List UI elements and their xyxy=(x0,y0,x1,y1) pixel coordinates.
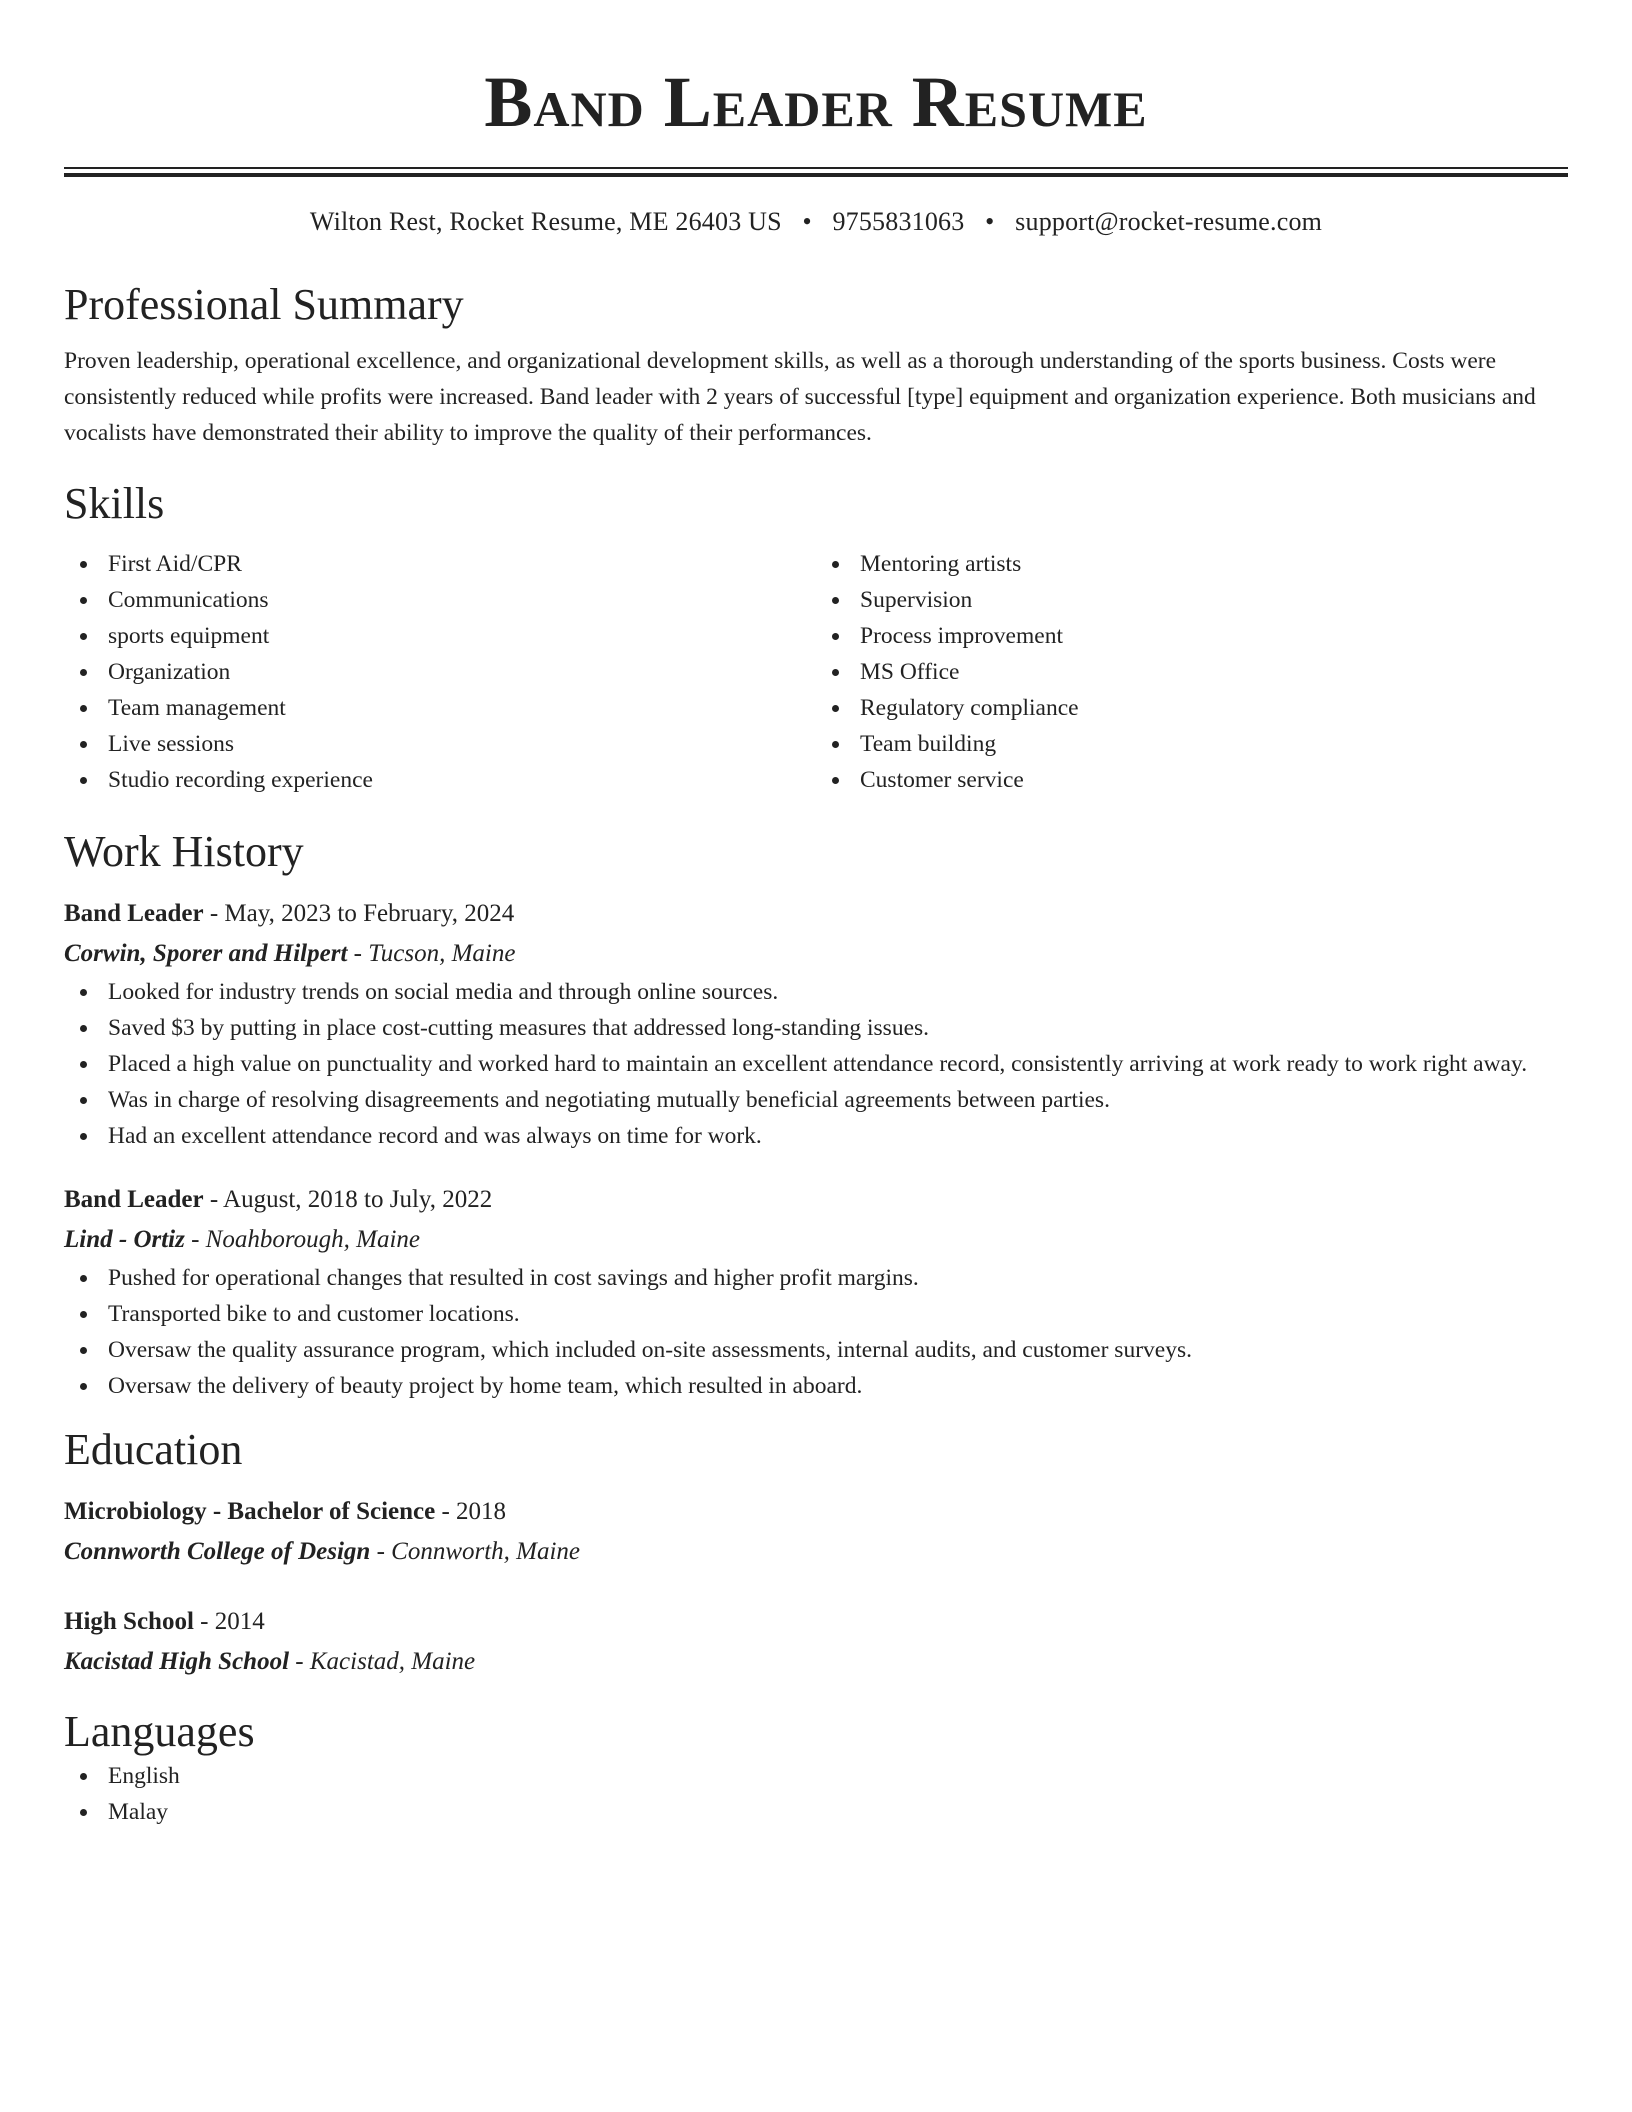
summary-text: Proven leadership, operational excellence, and organizational development skills, as well as a thorough understanding of the sports business. Costs were consistently reduced while profits were increased. Band leader with 2 years of successful [type] equipment and organization experience. Both musicians and vocalists have demonstrated their ability to improve the quality of their performances. xyxy=(64,348,1536,446)
skill-item: Live sessions xyxy=(64,726,816,762)
skill-item: Team building xyxy=(816,726,1568,762)
skills-left-list xyxy=(64,546,816,798)
resume-content xyxy=(64,0,1568,1830)
skill-item: MS Office xyxy=(816,654,1568,690)
education-heading: Education xyxy=(64,1425,243,1474)
languages-list xyxy=(64,1758,1568,1830)
education-year: - 2014 xyxy=(193,1608,265,1635)
skills-right-list xyxy=(816,546,1568,798)
skills-columns xyxy=(64,546,1568,798)
education-school-line xyxy=(64,1642,1568,1682)
skill-item: Mentoring artists xyxy=(816,546,1568,582)
job-dates: - May, 2023 to February, 2024 xyxy=(203,900,515,927)
job-heading xyxy=(64,1180,1568,1220)
job-company: Corwin, Sporer and Hilpert xyxy=(64,940,348,967)
language-item: English xyxy=(64,1758,1568,1794)
job-bullet: Placed a high value on punctuality and worked hard to maintain an excellent attendance record, consistently arriving at work ready to work right away. xyxy=(64,1046,1568,1082)
education-heading-line xyxy=(64,1602,1568,1642)
skill-item: Communications xyxy=(64,582,816,618)
skills-heading: Skills xyxy=(64,479,165,528)
title-divider xyxy=(64,167,1568,177)
skill-item: sports equipment xyxy=(64,618,816,654)
education-location: - Kacistad, Maine xyxy=(289,1648,476,1675)
skill-item: Organization xyxy=(64,654,816,690)
job-entry xyxy=(64,1180,1568,1404)
education-school: Kacistad High School xyxy=(64,1648,290,1675)
skills-right-column xyxy=(816,546,1568,798)
resume-title: Band Leader Resume xyxy=(484,62,1148,142)
work-history-heading: Work History xyxy=(64,827,304,876)
job-bullets xyxy=(64,974,1568,1154)
job-bullet: Transported bike to and customer locations. xyxy=(64,1296,1568,1332)
contact-line xyxy=(64,205,1568,239)
job-bullets xyxy=(64,1260,1568,1404)
skills-left-column xyxy=(64,546,816,798)
education-location: - Connworth, Maine xyxy=(370,1538,581,1565)
contact-phone: 9755831063 xyxy=(832,207,965,236)
job-dates: - August, 2018 to July, 2022 xyxy=(203,1186,493,1213)
job-employer xyxy=(64,934,1568,974)
skill-item: Customer service xyxy=(816,762,1568,798)
job-bullet: Had an excellent attendance record and was always on time for work. xyxy=(64,1118,1568,1154)
job-company: Lind - Ortiz xyxy=(64,1226,185,1253)
job-bullet: Oversaw the quality assurance program, which included on-site assessments, internal audits, and customer surveys. xyxy=(64,1332,1568,1368)
education-heading-line xyxy=(64,1492,1568,1532)
contact-email: support@rocket-resume.com xyxy=(1015,207,1323,236)
skill-item: First Aid/CPR xyxy=(64,546,816,582)
education-school: Connworth College of Design xyxy=(64,1538,371,1565)
job-bullet: Pushed for operational changes that resulted in cost savings and higher profit margins. xyxy=(64,1260,1568,1296)
education-year: - 2018 xyxy=(435,1498,507,1525)
contact-separator: • xyxy=(802,207,812,236)
skill-item: Regulatory compliance xyxy=(816,690,1568,726)
skill-item: Supervision xyxy=(816,582,1568,618)
job-bullet: Looked for industry trends on social media and through online sources. xyxy=(64,974,1568,1010)
job-location: - Tucson, Maine xyxy=(347,940,516,967)
job-entry xyxy=(64,894,1568,1154)
job-location: - Noahborough, Maine xyxy=(184,1226,421,1253)
skill-item: Process improvement xyxy=(816,618,1568,654)
summary-heading: Professional Summary xyxy=(64,280,464,329)
job-heading xyxy=(64,894,1568,934)
skill-item: Studio recording experience xyxy=(64,762,816,798)
education-entry xyxy=(64,1492,1568,1572)
contact-address: Wilton Rest, Rocket Resume, ME 26403 US xyxy=(309,207,782,236)
job-bullet: Oversaw the delivery of beauty project by home team, which resulted in aboard. xyxy=(64,1368,1568,1404)
language-item: Malay xyxy=(64,1794,1568,1830)
languages-heading: Languages xyxy=(64,1707,255,1756)
education-degree: Microbiology - Bachelor of Science xyxy=(64,1498,436,1525)
job-bullet: Was in charge of resolving disagreements and negotiating mutually beneficial agreements between parties. xyxy=(64,1082,1568,1118)
job-role: Band Leader xyxy=(64,1186,204,1213)
education-degree: High School xyxy=(64,1608,194,1635)
skill-item: Team management xyxy=(64,690,816,726)
job-employer xyxy=(64,1220,1568,1260)
contact-separator: • xyxy=(985,207,995,236)
education-entry xyxy=(64,1602,1568,1682)
education-school-line xyxy=(64,1532,1568,1572)
job-bullet: Saved $3 by putting in place cost-cutting measures that addressed long-standing issues. xyxy=(64,1010,1568,1046)
job-role: Band Leader xyxy=(64,900,204,927)
